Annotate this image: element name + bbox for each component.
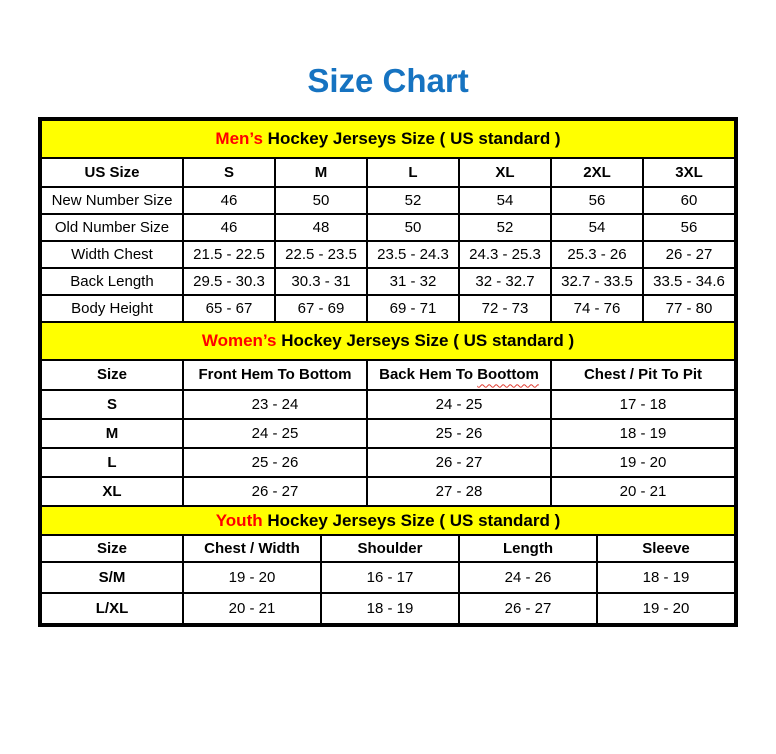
womens-section-header	[41, 322, 735, 360]
col-header-back-hem	[367, 360, 551, 390]
cell: 54	[551, 214, 643, 241]
cell: 74 - 76	[551, 295, 643, 322]
col-header-size: Size	[41, 535, 183, 562]
cell: 24 - 26	[459, 562, 597, 593]
row-label: XL	[41, 477, 183, 506]
table-row	[41, 187, 735, 214]
table-row	[41, 448, 735, 477]
cell: 29.5 - 30.3	[183, 268, 275, 295]
cell: 23.5 - 24.3	[367, 241, 459, 268]
cell: 65 - 67	[183, 295, 275, 322]
womens-header-text: Hockey Jerseys Size ( US standard )	[276, 331, 575, 351]
cell: 52	[459, 214, 551, 241]
youth-banner-row	[41, 506, 735, 535]
col-header-s: S	[183, 158, 275, 187]
col-header-chest-width: Chest / Width	[183, 535, 321, 562]
cell: 52	[367, 187, 459, 214]
row-label: M	[41, 419, 183, 448]
cell: 16 - 17	[321, 562, 459, 593]
col-header-sleeve: Sleeve	[597, 535, 735, 562]
row-label: Old Number Size	[41, 214, 183, 241]
row-label: New Number Size	[41, 187, 183, 214]
cell: 18 - 19	[597, 562, 735, 593]
col-header-chest-pit: Chest / Pit To Pit	[551, 360, 735, 390]
col-header-3xl: 3XL	[643, 158, 735, 187]
row-label: S/M	[41, 562, 183, 593]
cell: 24.3 - 25.3	[459, 241, 551, 268]
cell: 19 - 20	[183, 562, 321, 593]
cell: 26 - 27	[183, 477, 367, 506]
cell: 19 - 20	[597, 593, 735, 624]
cell: 50	[367, 214, 459, 241]
table-row	[41, 562, 735, 593]
cell: 26 - 27	[643, 241, 735, 268]
table-row	[41, 214, 735, 241]
cell: 30.3 - 31	[275, 268, 367, 295]
cell: 54	[459, 187, 551, 214]
youth-section-header	[41, 506, 735, 535]
youth-highlight-label: Youth	[215, 510, 263, 530]
page-title: Size Chart	[307, 62, 469, 99]
table-row	[41, 477, 735, 506]
mens-highlight-label: Men’s	[215, 129, 263, 149]
cell: 46	[183, 214, 275, 241]
col-header-length: Length	[459, 535, 597, 562]
cell: 20 - 21	[551, 477, 735, 506]
col-header-xl: XL	[459, 158, 551, 187]
row-label: Back Length	[41, 268, 183, 295]
womens-size-table	[40, 321, 736, 507]
cell: 26 - 27	[459, 593, 597, 624]
row-label: S	[41, 390, 183, 419]
cell: 31 - 32	[367, 268, 459, 295]
cell: 50	[275, 187, 367, 214]
cell: 22.5 - 23.5	[275, 241, 367, 268]
youth-size-table	[40, 505, 736, 625]
table-row	[41, 593, 735, 624]
cell: 21.5 - 22.5	[183, 241, 275, 268]
col-header-2xl: 2XL	[551, 158, 643, 187]
cell: 26 - 27	[367, 448, 551, 477]
row-label: L	[41, 448, 183, 477]
cell: 72 - 73	[459, 295, 551, 322]
back-hem-prefix: Back Hem To	[379, 366, 478, 384]
table-row	[41, 419, 735, 448]
cell: 25.3 - 26	[551, 241, 643, 268]
cell: 56	[643, 214, 735, 241]
col-header-size: Size	[41, 360, 183, 390]
mens-size-table	[40, 119, 736, 323]
cell: 46	[183, 187, 275, 214]
womens-banner-row	[41, 322, 735, 360]
mens-section-header	[41, 120, 735, 158]
youth-column-header-row	[41, 535, 735, 562]
table-row	[41, 241, 735, 268]
table-row	[41, 390, 735, 419]
cell: 32 - 32.7	[459, 268, 551, 295]
misspelled-word-squiggle: Boottom	[477, 366, 539, 384]
cell: 67 - 69	[275, 295, 367, 322]
cell: 20 - 21	[183, 593, 321, 624]
col-header-l: L	[367, 158, 459, 187]
cell: 18 - 19	[321, 593, 459, 624]
cell: 69 - 71	[367, 295, 459, 322]
womens-highlight-label: Women’s	[201, 331, 277, 351]
cell: 56	[551, 187, 643, 214]
col-header-us-size: US Size	[41, 158, 183, 187]
cell: 24 - 25	[367, 390, 551, 419]
womens-column-header-row	[41, 360, 735, 390]
cell: 60	[643, 187, 735, 214]
col-header-shoulder: Shoulder	[321, 535, 459, 562]
cell: 17 - 18	[551, 390, 735, 419]
cell: 18 - 19	[551, 419, 735, 448]
table-row	[41, 295, 735, 322]
col-header-front-hem: Front Hem To Bottom	[183, 360, 367, 390]
cell: 23 - 24	[183, 390, 367, 419]
cell: 25 - 26	[183, 448, 367, 477]
row-label: Width Chest	[41, 241, 183, 268]
col-header-m: M	[275, 158, 367, 187]
cell: 25 - 26	[367, 419, 551, 448]
cell: 27 - 28	[367, 477, 551, 506]
cell: 48	[275, 214, 367, 241]
youth-header-text: Hockey Jerseys Size ( US standard )	[262, 510, 561, 530]
mens-header-text: Hockey Jerseys Size ( US standard )	[262, 129, 561, 149]
cell: 19 - 20	[551, 448, 735, 477]
mens-banner-row	[41, 120, 735, 158]
mens-column-header-row	[41, 158, 735, 187]
table-row	[41, 268, 735, 295]
row-label: L/XL	[41, 593, 183, 624]
cell: 33.5 - 34.6	[643, 268, 735, 295]
size-chart	[38, 117, 738, 627]
row-label: Body Height	[41, 295, 183, 322]
cell: 32.7 - 33.5	[551, 268, 643, 295]
cell: 24 - 25	[183, 419, 367, 448]
cell: 77 - 80	[643, 295, 735, 322]
